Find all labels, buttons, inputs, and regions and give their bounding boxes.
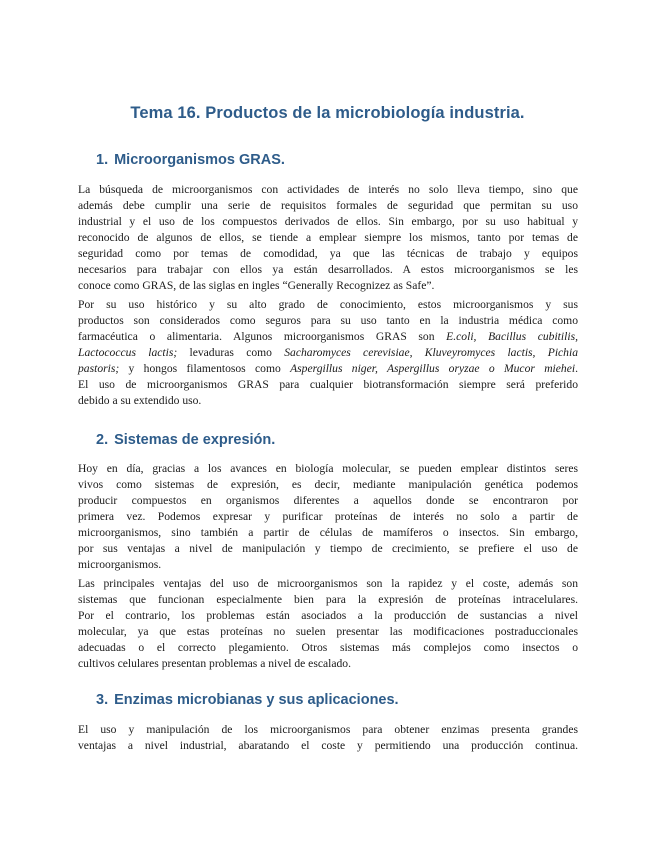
species-names: Lactococcus lactis; [78,346,178,359]
section-3-paragraph-1 [78,722,578,754]
text-line [78,345,578,361]
text-line: La búsqueda de microorganismos con actividades de interés no solo lleva tiempo, sino que [78,183,578,196]
section-2-paragraph-1 [78,461,578,573]
text-line [78,329,578,345]
text-line: molecular, ya que estas proteínas no suelen presentar las modificaciones postraduccionales [78,625,578,638]
text-segment: farmacéutica o alimentaria. Algunos microorganismos GRAS son [78,330,447,343]
text-line: productos son considerados como seguros para su uso tanto en la industria médica como [78,314,578,327]
text-line: cultivos celulares presentan problemas a nivel de escalado. [78,657,351,670]
text-line: Por el contrario, los problemas están asociados a la producción de sustancias a nivel [78,609,578,622]
species-names: Sacharomyces cerevisiae, Kluveyromyces lactis, Pichia [284,346,578,359]
section-1-paragraph-2 [78,297,578,409]
text-line: seguridad como por temas de comodidad, ya que las técnicas de trabajo y equipos [78,247,578,260]
text-line: El uso y manipulación de los microorganismos para obtener enzimas presenta grandes [78,723,578,736]
text-segment: . [575,362,578,375]
section-1-title: Microorganismos GRAS. [114,152,285,168]
species-names: Aspergillus niger, Aspergillus oryzae o Mucor miehei [290,362,576,375]
text-line: El uso de microorganismos GRAS para cualquier biotransformación siempre será preferido [78,378,578,391]
section-3-heading [96,692,399,708]
text-line: Por su uso histórico y su alto grado de conocimiento, estos microorganismos y sus [78,298,578,311]
section-2-title: Sistemas de expresión. [114,432,276,448]
section-1-number: 1. [96,152,109,168]
section-2-number: 2. [96,432,109,448]
section-2-heading [96,432,275,448]
text-line: reconocido de algunos de ellos, se tiende a emplear siempre los mismos, tanto por temas de [78,231,578,244]
text-line: producir compuestos en organismos diferentes a aquellos donde se encontraron por [78,494,578,507]
text-line: primera vez. Podemos expresar y purificar proteínas de interés no solo a partir de [78,510,578,523]
species-names: pastoris; [78,362,120,375]
text-line [78,361,578,377]
text-line: vivos como sistemas de expresión, es decir, mediante manipulación genética podemos [78,478,578,491]
text-line: además debe cumplir una serie de requisitos formales de seguridad que permitan su uso [78,199,578,212]
text-line: conoce como GRAS, de las siglas en ingles “Generally Recognizez as Safe”. [78,279,435,292]
section-1-heading [96,152,285,168]
text-line: microorganismos. [78,558,162,571]
species-names: E.coli, Bacillus cubitilis, [446,330,578,343]
text-line: adecuadas o el correcto plegamiento. Otros sistemas más complejos como insectos o [78,641,578,654]
page-title: Tema 16. Productos de la microbiología industria. [130,104,525,122]
text-line: por sus ventajas a nivel de manipulación y tiempo de crecimiento, se prefiere el uso de [78,542,578,555]
text-line: Las principales ventajas del uso de microorganismos son la rapidez y el coste, además son [78,577,578,590]
text-line: Hoy en día, gracias a los avances en biología molecular, se pueden emplear distintos seres [78,462,578,475]
section-2-paragraph-2 [78,576,578,672]
text-line: sistemas que funcionan especialmente bien para la expresión de proteínas intracelulares. [78,593,578,606]
text-line: debido a su extendido uso. [78,394,202,407]
text-segment: y hongos filamentosos como [119,362,291,375]
text-line: necesarios para trabajar con ellos ya están desarrollados. A estos microorganismos se les [78,263,578,276]
section-1-paragraph-1 [78,182,578,294]
text-line: microorganismos, sino también a partir de células de mamíferos o insectos. Sin embargo, [78,526,578,539]
text-segment: levaduras como [177,346,285,359]
text-line: ventajas a nivel industrial, abaratando el coste y permitiendo una producción continua. [78,739,578,752]
text-line: industrial y el uso de los compuestos derivados de ellos. Sin embargo, por su uso habitual y [78,215,578,228]
section-3-number: 3. [96,692,109,708]
section-3-title: Enzimas microbianas y sus aplicaciones. [114,692,399,708]
